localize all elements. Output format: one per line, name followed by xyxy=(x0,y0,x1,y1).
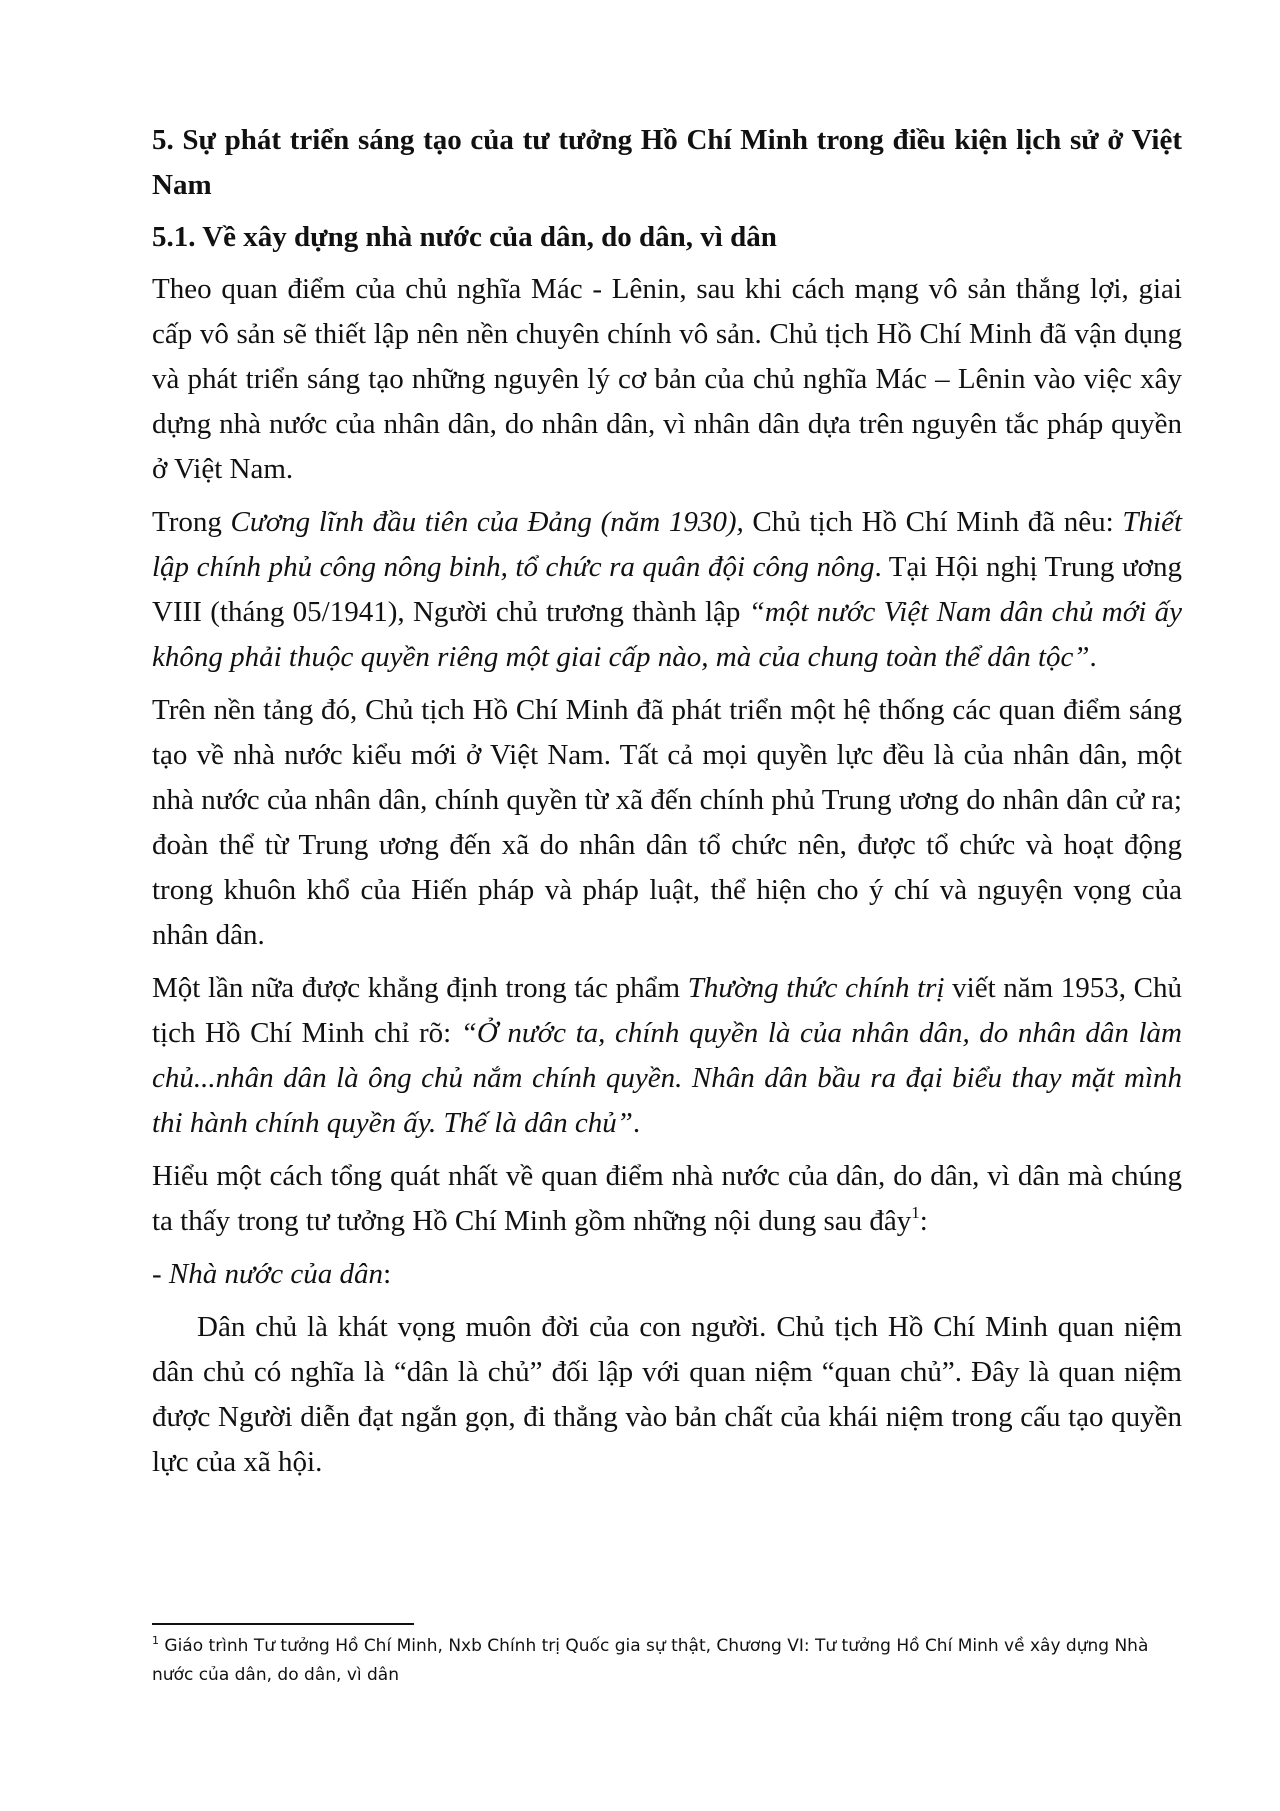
text-run: . xyxy=(632,1107,641,1139)
italic-label: Nhà nước của dân xyxy=(168,1258,384,1290)
paragraph-5 xyxy=(152,1154,1182,1244)
footnote xyxy=(152,1632,1182,1690)
paragraph-1: Theo quan điểm của chủ nghĩa Mác - Lênin, sau khi cách mạng vô sản thắng lợi, giai cấp vô sản sẽ thiết lập nên nền chuyên chính vô sản. Chủ tịch Hồ Chí Minh đã vận dụng và phát triển sáng tạo những nguyên lý cơ bản của chủ nghĩa Mác – Lênin vào việc xây dựng nhà nước của nhân dân, do nhân dân, vì nhân dân dựa trên nguyên tắc pháp quyền ở Việt Nam. xyxy=(152,273,1182,485)
text-run: Một lần nữa được khẳng định trong tác phẩm xyxy=(152,972,688,1004)
paragraph-7: Dân chủ là khát vọng muôn đời của con người. Chủ tịch Hồ Chí Minh quan niệm dân chủ có nghĩa là “dân là chủ” đối lập với quan niệm “quan chủ”. Đây là quan niệm được Người diễn đạt ngắn gọn, đi thẳng vào bản chất của khái niệm trong cấu tạo quyền lực của xã hội. xyxy=(152,1311,1182,1478)
dash: - xyxy=(152,1258,169,1290)
italic-title: Cương lĩnh đầu tiên của Đảng (năm 1930), xyxy=(230,506,744,538)
footnote-text: Giáo trình Tư tưởng Hồ Chí Minh, Nxb Chính trị Quốc gia sự thật, Chương VI: Tư tưởng Hồ Chí Minh về xây dựng Nhà nước của dân, do dân, vì dân xyxy=(152,1636,1149,1685)
colon: : xyxy=(383,1258,392,1290)
footnote-number: 1 xyxy=(152,1634,159,1647)
section-heading: 5. Sự phát triển sáng tạo của tư tưởng Hồ Chí Minh trong điều kiện lịch sử ở Việt Nam xyxy=(152,124,1182,201)
italic-title: Thường thức chính trị xyxy=(687,972,945,1004)
text-run: Trong xyxy=(152,506,231,538)
paragraph-3: Trên nền tảng đó, Chủ tịch Hồ Chí Minh đã phát triển một hệ thống các quan điểm sáng tạo về nhà nước kiểu mới ở Việt Nam. Tất cả mọi quyền lực đều là của nhân dân, một nhà nước của nhân dân, chính quyền từ xã đến chính phủ Trung ương do nhân dân cử ra; đoàn thể từ Trung ương đến xã do nhân dân tổ chức nên, được tổ chức và hoạt động trong khuôn khổ của Hiến pháp và pháp luật, thể hiện cho ý chí và nguyện vọng của nhân dân. xyxy=(152,694,1182,951)
italic-quote: “một nước Việt Nam dân chủ mới ấy không phải thuộc quyền riêng một giai cấp nào, mà của chung toàn thể dân tộc” xyxy=(152,596,1182,673)
italic-quote: “Ở nước ta, chính quyền là của nhân dân, do nhân dân làm chủ...nhân dân là ông chủ nắm chính quyền. Nhân dân bầu ra đại biểu thay mặt mình thi hành chính quyền ấy. Thế là dân chủ” xyxy=(152,1017,1182,1139)
footnote-reference[interactable]: 1 xyxy=(911,1203,920,1222)
text-run: Hiểu một cách tổng quát nhất về quan điểm nhà nước của dân, do dân, vì dân mà chúng ta thấy trong tư tưởng Hồ Chí Minh gồm những nội dung sau đây xyxy=(152,1160,1182,1237)
list-item-label xyxy=(152,1252,1182,1297)
paragraph-2 xyxy=(152,500,1182,680)
text-run: . Tại Hội nghị Trung ương VIII (tháng 05/1941), Người chủ trương thành lập xyxy=(152,551,1182,628)
text-run: . xyxy=(1089,641,1097,673)
text-run: viết năm 1953, Chủ tịch Hồ Chí Minh chỉ rõ: xyxy=(152,972,1182,1049)
paragraph-4 xyxy=(152,966,1182,1146)
subsection-heading: 5.1. Về xây dựng nhà nước của dân, do dân, vì dân xyxy=(152,221,777,253)
footnote-separator xyxy=(152,1623,414,1625)
italic-quote: Thiết lập chính phủ công nông binh, tổ chức ra quân đội công nông xyxy=(152,506,1183,583)
text-run: : xyxy=(919,1205,928,1237)
text-run: Chủ tịch Hồ Chí Minh đã nêu: xyxy=(743,506,1123,538)
document-page xyxy=(152,118,1182,1493)
